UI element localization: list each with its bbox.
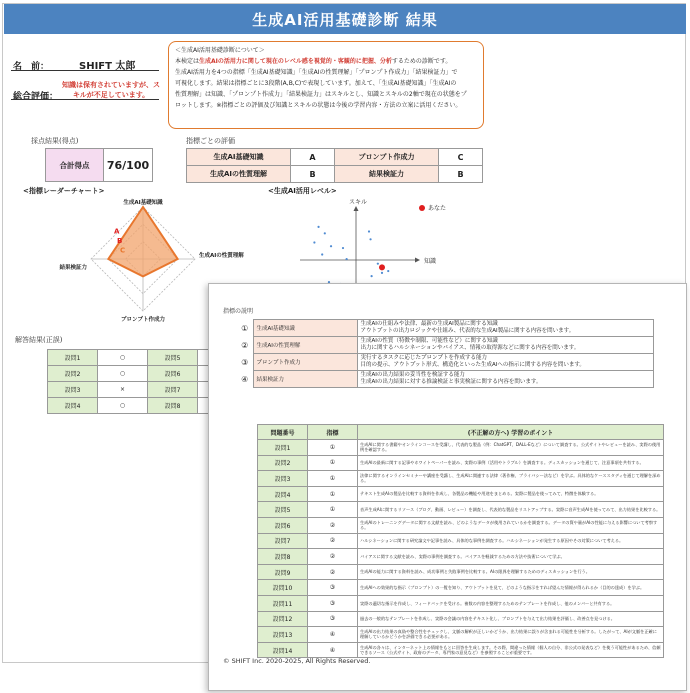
learning-points-body — [258, 440, 664, 658]
table-row — [258, 440, 664, 456]
learning-point: 生成AIのトレーニングデータに関する文献を読み、どのようなデータが使用されているかを調査する。データの質や量がAIの性能に与える影響について考察する。 — [358, 517, 664, 533]
question-number: 設問7 — [258, 533, 308, 549]
indicator-mark: ④ — [308, 627, 358, 643]
indicator-grade: B — [439, 166, 483, 183]
scatter-point — [381, 272, 383, 274]
question-number: 設問1 — [48, 350, 98, 366]
level-chart-title: <生成AI活用レベル> — [268, 187, 337, 195]
answer-mark: ○ — [98, 350, 148, 366]
table-row — [237, 354, 653, 371]
indicator-mark: ① — [308, 471, 358, 487]
indicator-number: ③ — [241, 357, 249, 367]
question-number: 設問2 — [258, 455, 308, 471]
radar-ring-label: A — [114, 227, 120, 236]
indicator-mark: ② — [308, 533, 358, 549]
question-number: 設問5 — [258, 502, 308, 518]
column-header: 問題番号 — [258, 425, 308, 440]
total-score-box — [45, 148, 153, 182]
question-number: 設問6 — [148, 366, 198, 382]
about-line1-post: するための診断です。 — [391, 58, 452, 65]
eval-underline — [11, 99, 159, 100]
desc-line: 生成AIの性質（特徴や制限、可能性など）に関する知識 — [360, 337, 498, 344]
indicator-description — [357, 320, 653, 337]
indicator-name: プロンプト作成力 — [253, 354, 357, 371]
question-number: 設問8 — [258, 549, 308, 565]
question-number: 設問2 — [48, 366, 98, 382]
scatter-point — [321, 253, 323, 255]
table-row — [258, 580, 664, 596]
table-row — [258, 549, 664, 565]
indicator-name: 生成AIの性質理解 — [187, 166, 291, 183]
radar-axis-label: 結果検証力 — [59, 265, 87, 271]
about-line-3: 可視化します。結果は指標ごとに3段階(A,B,C)で表現しています。加えて、「生成AI基礎知識」「生成AIの — [175, 80, 457, 87]
question-number: 設問7 — [148, 382, 198, 398]
indicator-name: 生成AI基礎知識 — [253, 320, 357, 337]
indicator-mark: ① — [308, 440, 358, 456]
question-number: 設問11 — [258, 595, 308, 611]
scatter-point — [330, 245, 332, 247]
report-title: 生成AI活用基礎診断 結果 — [4, 4, 686, 34]
total-score-label: 合計得点 — [46, 149, 104, 181]
table-row — [187, 166, 483, 183]
table-row — [237, 337, 653, 354]
score-section-label: 採点結果(得点) — [31, 137, 79, 145]
radar-axis-label: 生成AIの性質理解 — [199, 253, 244, 259]
table-row — [258, 471, 664, 487]
scatter-point — [368, 230, 370, 232]
radar-axis-label: プロンプト作成力 — [120, 317, 166, 323]
radar-axis-label: 生成AI基礎知識 — [123, 200, 163, 206]
answer-mark: × — [98, 382, 148, 398]
question-number: 設問9 — [258, 564, 308, 580]
answer-section-label: 解答結果(正誤) — [15, 336, 63, 344]
table-row — [237, 371, 653, 388]
about-line-5: ロットします。※指標ごとの評価及び知識とスキルの状態は今後の学習内容・方法の立案に活用ください。 — [175, 102, 462, 109]
question-number: 設問1 — [258, 440, 308, 456]
overall-eval-value: 知識は保有されていますが、スキルが不足しています。 — [62, 81, 160, 99]
report-page-detail-sheet — [208, 283, 687, 691]
y-axis-label: スキル — [349, 199, 367, 206]
you-point — [379, 264, 385, 270]
scatter-point — [377, 263, 379, 265]
learning-point: 音声生成AIに関するリソース（ブログ、動画、レビュー）を調査し、代表的な製品をリストアップする。実際に音声生成AIを使ってみて、出力結果を比較する。 — [358, 502, 664, 518]
name-label: 名 前： — [13, 62, 50, 72]
about-line-4: 性質理解」は知識、「プロンプト作成力」「結果検証力」はスキルとし、知識とスキルの2軸で現在の状態をプ — [175, 91, 467, 98]
indicator-desc-label: 指標の説明 — [223, 308, 254, 315]
desc-line: 実行するタスクに応じたプロンプトを作成する能力 — [360, 354, 488, 361]
learning-point: 生成AIの能力に関する資料を読み、成功事例と失敗事例を比較する。AIの限界を理解するためのディスカッションを行う。 — [358, 564, 664, 580]
table-row — [258, 502, 664, 518]
name-value: SHIFT 太郎 — [79, 61, 136, 72]
indicator-grade: B — [291, 166, 335, 183]
question-number: 設問13 — [258, 627, 308, 643]
x-axis-label: 知識 — [424, 258, 437, 265]
desc-line: 生成AIの出力結果に対する推論検証と事実検証に関する内容を問います。 — [360, 379, 542, 385]
about-line-2: 生成AI活用力を4つの指標「生成AI基礎知識」「生成AIの性質理解」「プロンプト作成力」「結果検証力」で — [175, 69, 458, 76]
question-number: 設問3 — [258, 471, 308, 487]
table-row — [258, 564, 664, 580]
scatter-point — [313, 241, 315, 243]
learning-point: 法律に関するオンラインセミナーや講座を受講し、生成AIに関連する法律（著作権、プライバシー法など）を学ぶ。具体的なケーススタディを通じて理解を深める。 — [358, 471, 664, 487]
table-row — [237, 320, 653, 337]
question-number: 設問4 — [258, 486, 308, 502]
x-axis-arrow — [415, 258, 420, 263]
desc-line: 目的の提示、アウトプット形式、構造化といった生成AIへの指示に関する内容を問います。 — [360, 362, 585, 368]
answer-mark: ○ — [98, 366, 148, 382]
indicator-description — [357, 337, 653, 354]
table-row — [258, 486, 664, 502]
indicator-mark: ② — [308, 564, 358, 580]
learning-point: 生成AIの最新に関する記事やホワイトペーパーを読み、実際の事例（活用やトラブル）を調査する。ディスカッションを通じて、注意事項を共有する。 — [358, 455, 664, 471]
indicator-mark: ① — [308, 486, 358, 502]
answer-mark: ○ — [98, 398, 148, 414]
question-number: 設問10 — [258, 580, 308, 596]
desc-line: 生成AIの出力結果の妥当性を検証する能力 — [360, 371, 465, 378]
table-row — [258, 595, 664, 611]
legend-marker — [419, 205, 425, 211]
question-number: 設問5 — [148, 350, 198, 366]
indicator-mark: ③ — [308, 595, 358, 611]
learning-point: テキスト生成AIの製品を比較する資料を作成し、各製品の機能や用途をまとめる。実際に製品を使ってみて、特徴を体験する。 — [358, 486, 664, 502]
scatter-point — [346, 258, 348, 260]
scatter-point — [369, 238, 371, 240]
column-header: 指標 — [308, 425, 358, 440]
question-number: 設問12 — [258, 611, 308, 627]
copyright-notice: © SHIFT Inc. 2020-2025, All Rights Reserved. — [223, 657, 371, 665]
table-row — [258, 611, 664, 627]
about-highlight: 生成AIの活用力に関して現在のレベル感を視覚的・客観的に把握、分析 — [199, 58, 392, 65]
learning-point: 生成AIへの効果的な指示（プロンプト）の一覧を知り、アウトプットを見て、どのような指示をすれば望んだ情報が得られるか（目的の達成）を学ぶ。 — [358, 580, 664, 596]
indicator-description — [357, 354, 653, 371]
scatter-point — [317, 226, 319, 228]
learning-point: 生成AIの出力結果の真偽や整合性をチェックし、文脈の解釈が正しいかどうか、出力結果に誤りが含まれる可能性を分析する。したがって、AIが文脈を正確に理解しているかどうかを評価できる必要がある。 — [358, 627, 664, 643]
indicator-grade-table — [186, 148, 483, 183]
indicator-description-table — [237, 319, 654, 388]
table-header-row — [258, 425, 664, 440]
indicator-mark: ① — [308, 455, 358, 471]
learning-point: 実際の適切な指示を作成し、フィードバックを受ける。複数の内容を整理するためのテンプレートを作成し、他のメンバーと共有する。 — [358, 595, 664, 611]
scatter-point — [324, 232, 326, 234]
column-header: (不正解の方へ) 学習のポイント — [358, 425, 664, 440]
question-number: 設問4 — [48, 398, 98, 414]
about-line-1 — [175, 56, 477, 67]
y-axis-arrow — [354, 206, 359, 211]
indicator-mark: ③ — [308, 580, 358, 596]
table-row — [258, 517, 664, 533]
learning-points-table — [257, 424, 664, 658]
indicator-grade: A — [291, 149, 335, 166]
indicator-name: 結果検証力 — [335, 166, 439, 183]
overall-eval-label: 総合評価： — [13, 92, 59, 102]
indicator-number: ② — [241, 340, 249, 350]
learning-point: 生成AIの各々は、インターネット上の情報をもとに回答を生成します。その際、間違った情報（個人の自分、非公式の発表など）を使う可能性があるため、信頼できるソース（公式サイト、政府のデータ、専門家の意見など）を参照することが重要です。 — [358, 642, 664, 658]
desc-line: 生成AIの仕組みや法律、最新の生成AI製品に関する知識 — [360, 320, 498, 327]
indicator-mark: ① — [308, 502, 358, 518]
scatter-point — [387, 270, 389, 272]
table-row — [258, 533, 664, 549]
radar-chart-title: <指標レーダーチャート> — [23, 187, 105, 195]
learning-point: 生成AIに関する書籍やオンラインコースを受講し、代表的な製品（例：ChatGPT、DALL-Eなど）について調査する。公式サイトやレビューを読み、実際の使用例を確認する。 — [358, 440, 664, 456]
desc-line: アウトプットの出力ロジックや仕組み、代表的な生成AI製品に関する内容を問います。 — [360, 328, 575, 334]
table-row — [258, 642, 664, 658]
desc-line: 出力に関するハルシネーションやバイアス、情報の取得源などに関する内容を問います。 — [360, 345, 580, 351]
indicator-name: 生成AI基礎知識 — [187, 149, 291, 166]
table-row — [258, 455, 664, 471]
indicator-name: プロンプト作成力 — [335, 149, 439, 166]
radar-ring-label: C — [120, 246, 126, 255]
table-row — [187, 149, 483, 166]
total-score-value: 76/100 — [106, 158, 150, 172]
indicator-mark: ② — [308, 549, 358, 565]
indicator-name: 結果検証力 — [253, 371, 357, 388]
question-number: 設問6 — [258, 517, 308, 533]
indicator-name: 生成AIの性質理解 — [253, 337, 357, 354]
indicator-mark: ④ — [308, 642, 358, 658]
learning-point: ハルシネーションに関する研究論文や記事を読み、具体的な事例を調査する。ハルシネーションが発生する原因やその対策について考える。 — [358, 533, 664, 549]
question-number: 設問3 — [48, 382, 98, 398]
legend-label: あなた — [428, 205, 447, 212]
learning-point: 過去の一般的なテンプレートを作成し、実際の会議の内容をテキスト化し、プロンプトを与えて出力結果を評価し、改善点を見つける。 — [358, 611, 664, 627]
indicator-grade: C — [439, 149, 483, 166]
about-diagnosis-box — [168, 41, 484, 129]
table-row — [258, 627, 664, 643]
about-heading: ＜生成AI活用基礎診断について＞ — [175, 47, 265, 54]
question-number: 設問14 — [258, 642, 308, 658]
learning-point: バイアスに関する文献を読み、実際の事例を調査する。バイアスを軽減するための方法や技術について学ぶ。 — [358, 549, 664, 565]
indicator-mark: ③ — [308, 611, 358, 627]
indicator-section-label: 指標ごとの評価 — [186, 137, 235, 145]
indicator-mark: ② — [308, 517, 358, 533]
name-underline — [11, 70, 159, 71]
indicator-description — [357, 371, 653, 388]
radar-ring-label: B — [117, 236, 123, 245]
indicator-number: ① — [241, 323, 249, 333]
scatter-point — [371, 275, 373, 277]
scatter-point — [342, 247, 344, 249]
indicator-number: ④ — [241, 374, 249, 384]
about-line1-pre: 本検定は — [175, 58, 200, 65]
question-number: 設問8 — [148, 398, 198, 414]
